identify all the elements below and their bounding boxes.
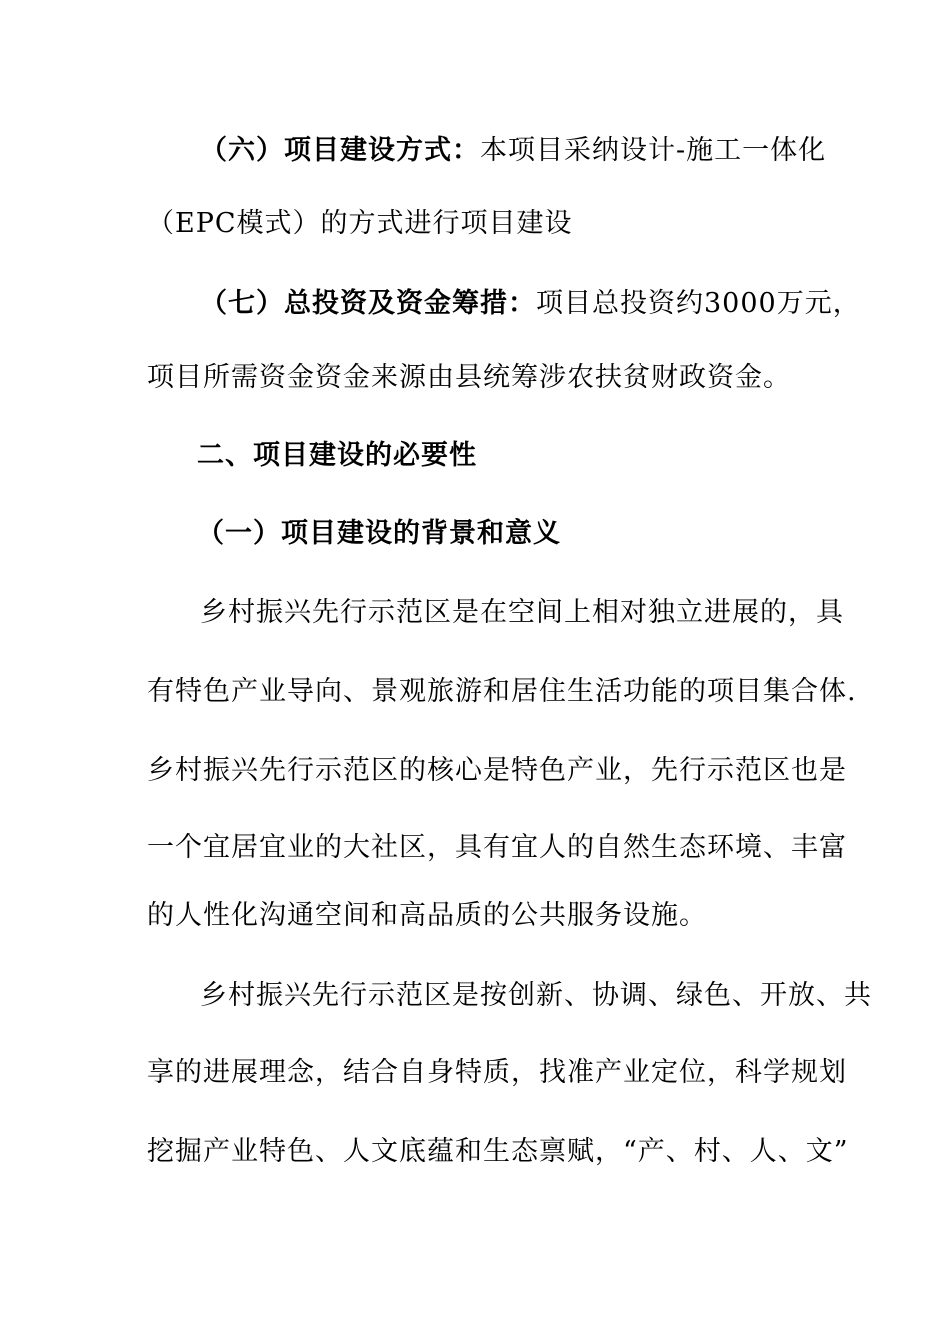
paragraph-construction-method-line-1 [200,131,827,171]
subsection-heading: （一）项目建设的背景和意义 [197,518,561,549]
construction-method-label: （六）项目建设方式： [200,135,480,166]
body-line: 有特色产业导向、景观旅游和居住生活功能的项目集合体. [147,676,857,707]
paragraph-construction-method-line-2: （EPC模式）的方式进行项目建设 [147,208,573,239]
construction-method-text: 本项目采纳设计-施工一体化 [480,135,827,166]
body-line: 享的进展理念，结合自身特质，找准产业定位，科学规划 [147,1057,847,1088]
body-line: 挖掘产业特色、人文底蕴和生态禀赋，“产、村、人、文” [147,1136,849,1167]
body-line: 乡村振兴先行示范区的核心是特色产业，先行示范区也是 [147,755,847,786]
paragraph-investment-line-2: 项目所需资金资金来源由县统筹涉农扶贫财政资金。 [147,362,791,393]
paragraph-investment-line-1 [200,284,861,324]
investment-text: 项目总投资约3000万元， [536,288,861,319]
investment-label: （七）总投资及资金筹措： [200,288,536,319]
body-line: 乡村振兴先行示范区是按创新、协调、绿色、开放、共 [200,980,872,1011]
body-line: 乡村振兴先行示范区是在空间上相对独立进展的，具 [200,597,844,628]
body-line: 一个宜居宜业的大社区，具有宜人的自然生态环境、丰富 [147,832,847,863]
body-line: 的人性化沟通空间和高品质的公共服务设施。 [147,900,707,931]
section-heading: 二、项目建设的必要性 [197,440,477,471]
